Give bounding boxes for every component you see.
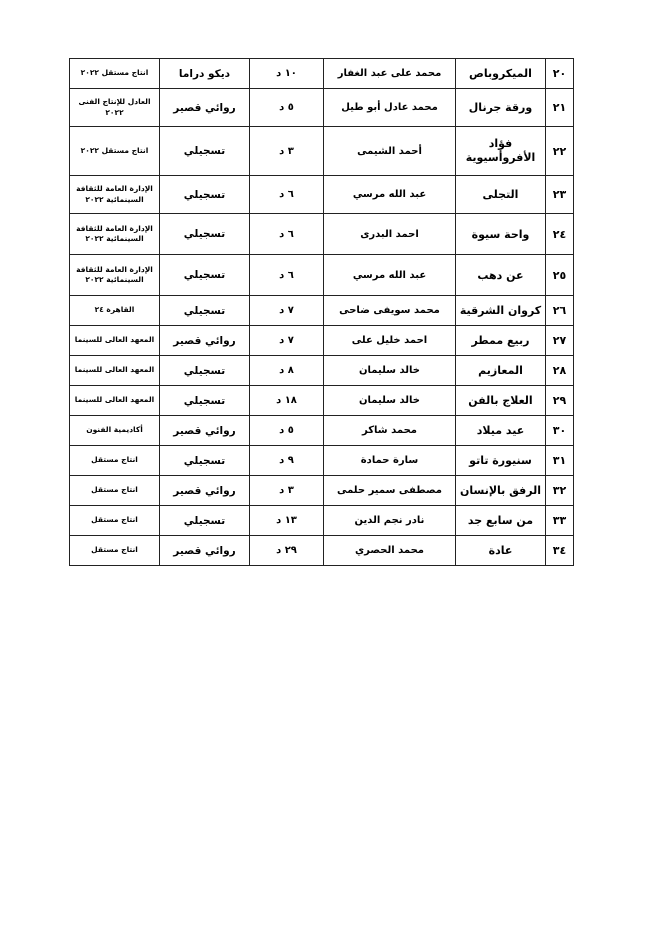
director-name: سارة حمادة [324, 446, 456, 476]
director-name: خالد سليمان [324, 356, 456, 386]
film-title: الرفق بالإنسان [456, 476, 546, 506]
film-title: من سابع جد [456, 506, 546, 536]
row-number: ٣٢ [546, 476, 574, 506]
director-name: محمد على عبد الغفار [324, 59, 456, 89]
production-entity: الإدارة العامة للثقافة السينمائية ٢٠٢٢ [70, 214, 160, 255]
film-duration: ١٣ د [250, 506, 324, 536]
production-entity: انتاج مستقل [70, 536, 160, 566]
film-duration: ١٨ د [250, 386, 324, 416]
film-duration: ٣ د [250, 127, 324, 176]
film-duration: ٥ د [250, 89, 324, 127]
film-duration: ٧ د [250, 296, 324, 326]
production-entity: الإدارة العامة للثقافة السينمائية ٢٠٢٢ [70, 176, 160, 214]
film-title: الميكروباص [456, 59, 546, 89]
film-title: عن دهب [456, 255, 546, 296]
table-row [70, 356, 574, 386]
director-name: محمد عادل أبو طيل [324, 89, 456, 127]
table-row [70, 59, 574, 89]
row-number: ٢٣ [546, 176, 574, 214]
production-entity: انتاج مستقل ٢٠٢٢ [70, 59, 160, 89]
table-row [70, 89, 574, 127]
film-type: تسجيلي [160, 446, 250, 476]
film-duration: ٣ د [250, 476, 324, 506]
film-title: التجلى [456, 176, 546, 214]
film-type: روائي قصير [160, 89, 250, 127]
row-number: ٢٢ [546, 127, 574, 176]
director-name: نادر نجم الدين [324, 506, 456, 536]
production-entity: انتاج مستقل ٢٠٢٢ [70, 127, 160, 176]
film-duration: ٦ د [250, 214, 324, 255]
table-row [70, 506, 574, 536]
table-row [70, 386, 574, 416]
film-title: عيد ميلاد [456, 416, 546, 446]
production-entity: الإدارة العامة للثقافة السينمائية ٢٠٢٢ [70, 255, 160, 296]
row-number: ٢٨ [546, 356, 574, 386]
film-type: ديكو دراما [160, 59, 250, 89]
production-entity: القاهرة ٢٤ [70, 296, 160, 326]
production-entity: أكاديمية الفنون [70, 416, 160, 446]
production-entity: المعهد العالى للسينما [70, 386, 160, 416]
film-duration: ٩ د [250, 446, 324, 476]
film-title: كروان الشرقية [456, 296, 546, 326]
film-type: تسجيلي [160, 127, 250, 176]
film-type: روائي قصير [160, 416, 250, 446]
film-title: واحة سيوة [456, 214, 546, 255]
film-type: تسجيلي [160, 356, 250, 386]
film-duration: ٥ د [250, 416, 324, 446]
director-name: احمد خليل على [324, 326, 456, 356]
production-entity: المعهد العالى للسينما [70, 356, 160, 386]
row-number: ٣٤ [546, 536, 574, 566]
table-row [70, 476, 574, 506]
film-type: تسجيلي [160, 255, 250, 296]
table-row [70, 326, 574, 356]
director-name: عبد الله مرسي [324, 255, 456, 296]
table-row [70, 296, 574, 326]
film-table [69, 58, 574, 566]
production-entity: المعهد العالى للسينما [70, 326, 160, 356]
table-row [70, 127, 574, 176]
film-duration: ٦ د [250, 176, 324, 214]
production-entity: انتاج مستقل [70, 446, 160, 476]
director-name: خالد سليمان [324, 386, 456, 416]
film-duration: ٢٩ د [250, 536, 324, 566]
director-name: احمد البدرى [324, 214, 456, 255]
film-title: فؤاد الأفروأسيوية [456, 127, 546, 176]
director-name: أحمد الشيمى [324, 127, 456, 176]
film-duration: ٦ د [250, 255, 324, 296]
film-duration: ١٠ د [250, 59, 324, 89]
row-number: ٢١ [546, 89, 574, 127]
film-type: تسجيلي [160, 506, 250, 536]
table-row [70, 416, 574, 446]
film-type: تسجيلي [160, 214, 250, 255]
row-number: ٢٤ [546, 214, 574, 255]
film-type: تسجيلي [160, 176, 250, 214]
film-duration: ٧ د [250, 326, 324, 356]
table-row [70, 255, 574, 296]
row-number: ٢٩ [546, 386, 574, 416]
row-number: ٢٠ [546, 59, 574, 89]
film-title: ورقة جرنال [456, 89, 546, 127]
row-number: ٣٠ [546, 416, 574, 446]
production-entity: انتاج مستقل [70, 476, 160, 506]
film-title: سنيورة تاتو [456, 446, 546, 476]
film-type: تسجيلي [160, 296, 250, 326]
row-number: ٢٧ [546, 326, 574, 356]
production-entity: العادل للإنتاج الفنى ٢٠٢٢ [70, 89, 160, 127]
film-title: المعازيم [456, 356, 546, 386]
row-number: ٣١ [546, 446, 574, 476]
director-name: محمد سويفى ضاحى [324, 296, 456, 326]
table-row [70, 536, 574, 566]
table-row [70, 446, 574, 476]
film-type: روائي قصير [160, 326, 250, 356]
film-type: روائي قصير [160, 536, 250, 566]
row-number: ٢٦ [546, 296, 574, 326]
director-name: عبد الله مرسي [324, 176, 456, 214]
film-type: روائي قصير [160, 476, 250, 506]
row-number: ٢٥ [546, 255, 574, 296]
film-list-page [69, 58, 573, 566]
film-title: ربيع ممطر [456, 326, 546, 356]
film-title: العلاج بالفن [456, 386, 546, 416]
production-entity: انتاج مستقل [70, 506, 160, 536]
film-title: عادة [456, 536, 546, 566]
table-row [70, 176, 574, 214]
table-row [70, 214, 574, 255]
film-duration: ٨ د [250, 356, 324, 386]
film-type: تسجيلي [160, 386, 250, 416]
director-name: محمد الحصري [324, 536, 456, 566]
director-name: مصطفى سمير حلمى [324, 476, 456, 506]
row-number: ٣٣ [546, 506, 574, 536]
director-name: محمد شاكر [324, 416, 456, 446]
